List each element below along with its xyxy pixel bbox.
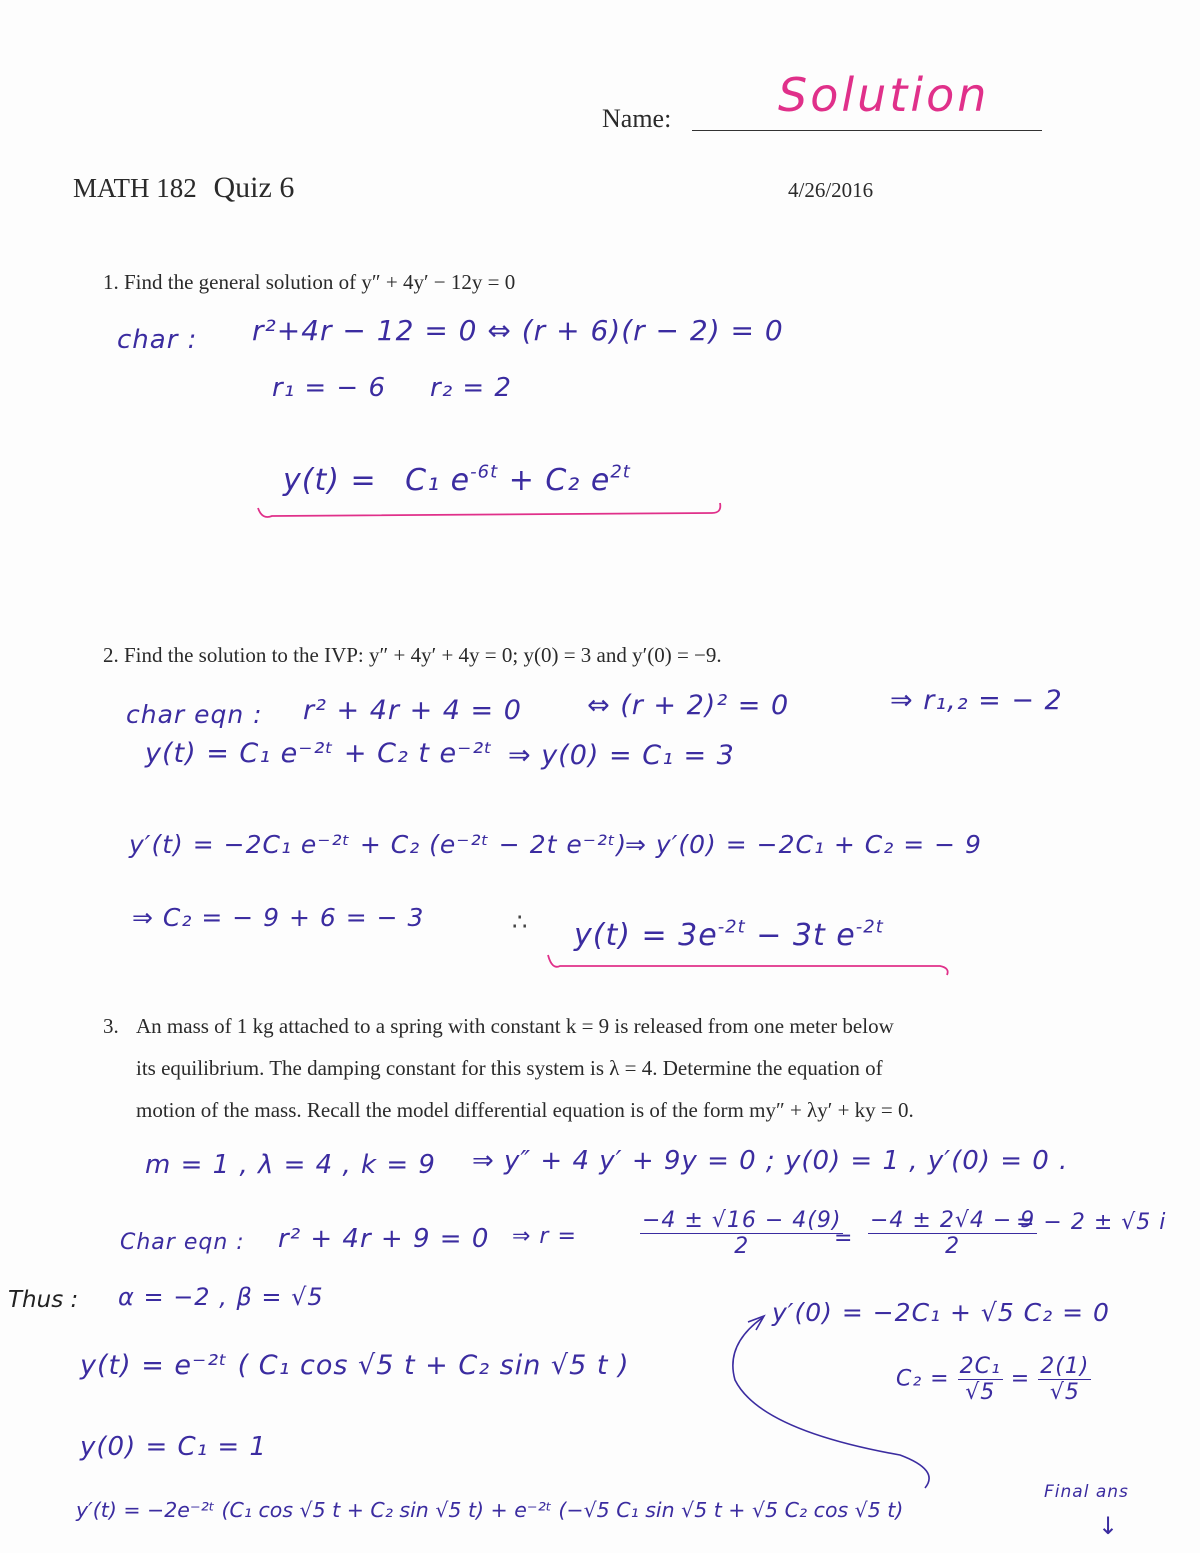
p3-y-general: y(t) = e⁻²ᵗ ( C₁ cos √5 t + C₂ sin √5 t ) bbox=[80, 1350, 630, 1381]
equals-sign: = bbox=[1010, 1366, 1031, 1392]
problem-3-number: 3. bbox=[103, 1014, 119, 1038]
answer-term-1: C₁ e bbox=[405, 463, 471, 498]
quiz-title: Quiz 6 bbox=[213, 171, 295, 204]
down-arrow-icon: ↓ bbox=[1098, 1512, 1120, 1540]
problem-text: Find the general solution of y″ + 4y′ − 12y = 0 bbox=[124, 270, 516, 294]
fraction-numerator: 2C₁ bbox=[959, 1354, 1001, 1379]
fraction-numerator: −4 ± √16 − 4(9) bbox=[642, 1208, 842, 1233]
p3-thus-label: Thus : bbox=[8, 1287, 79, 1313]
p3-yprime-line: y′(t) = −2e⁻²ᵗ (C₁ cos √5 t + C₂ sin √5 t) + e⁻²ᵗ (−√5 C₁ sin √5 t + √5 C₂ cos √5 t) bbox=[76, 1498, 904, 1522]
p3-y0: y(0) = C₁ = 1 bbox=[80, 1432, 267, 1462]
p2-char-label: char eqn : bbox=[126, 700, 263, 729]
p1-answer bbox=[283, 463, 631, 498]
curved-arrow-head bbox=[748, 1316, 764, 1330]
fraction-numerator: 2(1) bbox=[1040, 1354, 1090, 1379]
name-line bbox=[692, 130, 1042, 131]
p3-c2-value bbox=[896, 1354, 1091, 1405]
name-label: Name: bbox=[602, 104, 672, 133]
final-answer-note: Final ans bbox=[1044, 1482, 1129, 1502]
p2-yprime-line: y′(t) = −2C₁ e⁻²ᵗ + C₂ (e⁻²ᵗ − 2t e⁻²ᵗ) bbox=[129, 830, 628, 859]
fraction-numerator: −4 ± 2√4 − 9 bbox=[870, 1208, 1036, 1233]
problem-3-line-3: motion of the mass. Recall the model differential equation is of the form my″ + λy′ + ky = 0. bbox=[136, 1098, 914, 1122]
problem-2-prompt bbox=[103, 643, 722, 668]
fraction-denominator: 2 bbox=[945, 1234, 961, 1259]
p3-yprime0: y′(0) = −2C₁ + √5 C₂ = 0 bbox=[772, 1298, 1110, 1327]
answer-bracket-1 bbox=[258, 503, 720, 517]
problem-text: Find the solution to the IVP: y″ + 4y′ + 4y = 0; y(0) = 3 and y′(0) = −9. bbox=[124, 643, 722, 667]
therefore-symbol: ∴ bbox=[512, 908, 529, 936]
p1-root-2: r₂ = 2 bbox=[430, 373, 512, 403]
answer-exp-1: -6t bbox=[470, 461, 499, 483]
answer-bracket-2 bbox=[548, 955, 948, 975]
answer-lhs: y(t) = bbox=[283, 463, 377, 498]
fraction-denominator: √5 bbox=[965, 1380, 996, 1405]
quiz-date: 4/26/2016 bbox=[788, 178, 874, 202]
answer-term-2: − 3t e bbox=[756, 918, 856, 953]
answer-exp-2: -2t bbox=[855, 916, 884, 938]
equals-sign: = bbox=[834, 1226, 854, 1251]
p2-yprime0: ⇒ y′(0) = −2C₁ + C₂ = − 9 bbox=[625, 830, 982, 859]
answer-exp-1: -2t bbox=[717, 916, 746, 938]
p1-root-1: r₁ = − 6 bbox=[272, 373, 387, 403]
c2-label: C₂ = bbox=[896, 1366, 950, 1392]
problem-3-line-2: its equilibrium. The damping constant for this system is λ = 4. Determine the equation of bbox=[136, 1056, 883, 1080]
fraction-denominator: 2 bbox=[734, 1234, 750, 1259]
p3-params: m = 1 , λ = 4 , k = 9 bbox=[145, 1150, 436, 1180]
p3-root-result: = − 2 ± √5 i bbox=[1016, 1210, 1167, 1235]
name-value: Solution bbox=[778, 68, 990, 122]
p2-answer bbox=[574, 918, 884, 953]
p3-ode: ⇒ y″ + 4 y′ + 9y = 0 ; y(0) = 1 , y′(0) = 0 . bbox=[472, 1146, 1069, 1176]
problem-1-prompt bbox=[103, 270, 515, 295]
problem-3-line-1: An mass of 1 kg attached to a spring with constant k = 9 is released from one meter below bbox=[136, 1014, 894, 1038]
p2-y-line: y(t) = C₁ e⁻²ᵗ + C₂ t e⁻²ᵗ bbox=[145, 738, 494, 769]
p2-char-equation: r² + 4r + 4 = 0 bbox=[303, 695, 522, 726]
p1-char-equation: r²+4r − 12 = 0 ⇔ (r + 6)(r − 2) = 0 bbox=[252, 314, 784, 347]
p2-c2: ⇒ C₂ = − 9 + 6 = − 3 bbox=[132, 903, 425, 932]
p1-char-label: char : bbox=[117, 325, 198, 355]
p3-root-fraction-2 bbox=[868, 1208, 1037, 1259]
p3-char-label: Char eqn : bbox=[120, 1230, 245, 1255]
answer-term-2: + C₂ e bbox=[508, 463, 611, 498]
p3-root-fraction-1 bbox=[640, 1208, 843, 1259]
p3-char-equation: r² + 4r + 9 = 0 bbox=[278, 1224, 490, 1254]
problem-number: 1. bbox=[103, 270, 119, 294]
answer-term-1: y(t) = 3e bbox=[574, 918, 718, 953]
answer-exp-2: 2t bbox=[610, 461, 631, 483]
course-title bbox=[73, 171, 294, 205]
course-code: MATH 182 bbox=[73, 173, 197, 203]
p2-roots: ⇒ r₁,₂ = − 2 bbox=[890, 685, 1063, 716]
problem-number: 2. bbox=[103, 643, 119, 667]
fraction-denominator: √5 bbox=[1049, 1380, 1080, 1405]
p2-factor: ⇔ (r + 2)² = 0 bbox=[587, 690, 790, 721]
p2-y0: ⇒ y(0) = C₁ = 3 bbox=[508, 740, 735, 771]
p3-r-arrow: ⇒ r = bbox=[512, 1224, 577, 1249]
p3-alpha-beta: α = −2 , β = √5 bbox=[118, 1283, 324, 1311]
